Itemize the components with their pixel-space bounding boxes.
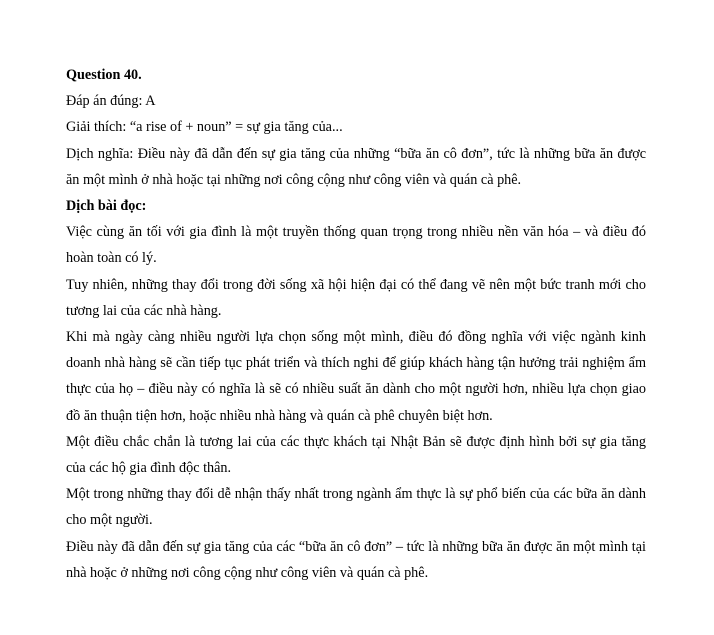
reading-paragraph: Tuy nhiên, những thay đổi trong đời sống xã hội hiện đại có thể đang vẽ nên một bức tranh mới cho tương lai của các nhà hàng. [66,276,646,319]
reading-paragraph: Một trong những thay đổi dễ nhận thấy nhất trong ngành ẩm thực là sự phổ biến của các bữa ăn dành cho một người. [66,486,646,529]
question-title: Question 40. [66,67,142,83]
reading-paragraph: Một điều chắc chắn là tương lai của các thực khách tại Nhật Bản sẽ được định hình bởi sự gia tăng của các hộ gia đình độc thân. [66,433,646,477]
answer-line: Đáp án đúng: A [66,93,156,110]
translation-paragraph: Dịch nghĩa: Điều này đã dẫn đến sự gia tăng của những “bữa ăn cô đơn”, tức là những bữa ăn được ăn một mình ở nhà hoặc tại những nơi công cộng như công viên và quán cà phê. [66,145,646,188]
explanation-line: Giải thích: “a rise of + noun” = sự gia tăng của... [66,119,343,136]
document-body [66,62,646,586]
reading-paragraph: Việc cùng ăn tối với gia đình là một truyền thống quan trọng trong nhiều nền văn hóa – và điều đó hoàn toàn có lý. [66,224,646,267]
reading-paragraph: Điều này đã dẫn đến sự gia tăng của các “bữa ăn cô đơn” – tức là những bữa ăn được ăn một mình tại nhà hoặc ở những nơi công cộng như công viên và quán cà phê. [66,538,646,581]
reading-heading: Dịch bài đọc: [66,198,147,215]
reading-paragraph: Khi mà ngày càng nhiều người lựa chọn sống một mình, điều đó đồng nghĩa với việc ngành kinh doanh nhà hàng sẽ cần tiếp tục phát triển và thích nghi để giúp khách hàng tận hưởng trải nghiệm ẩm thực của họ – điều này có nghĩa là sẽ có nhiều suất ăn dành cho một người hơn, nhiều lựa chọn giao đồ ăn thuận tiện hơn, hoặc nhiều nhà hàng và quán cà phê chuyên biệt hơn. [66,329,646,424]
